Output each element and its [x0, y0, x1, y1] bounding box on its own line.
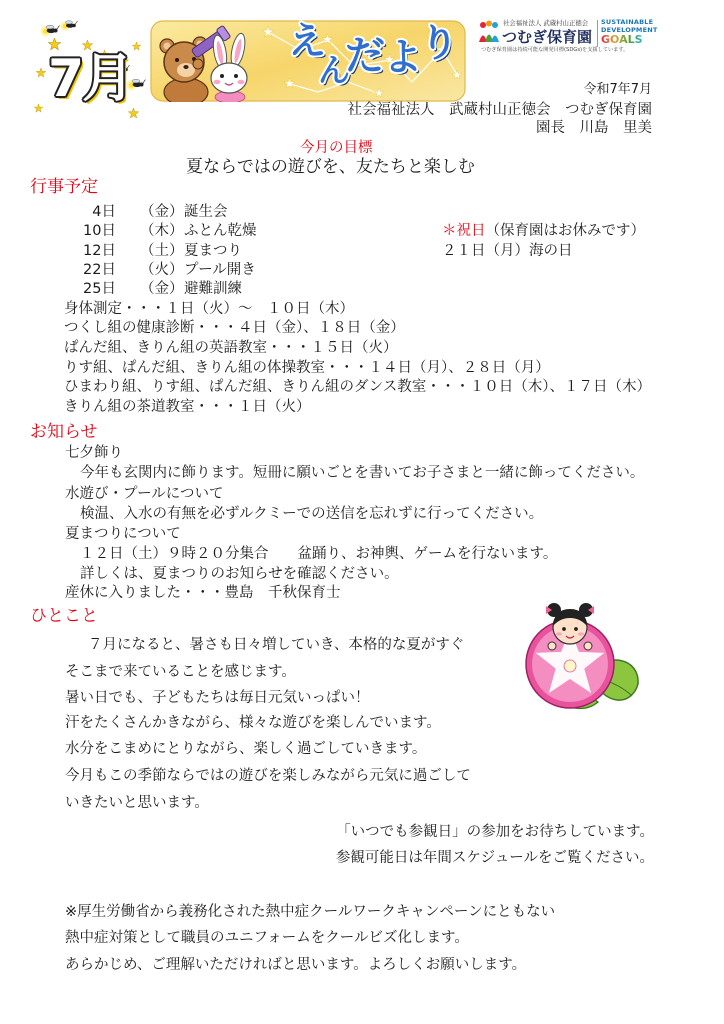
event-row: [64, 262, 324, 280]
goal-text: 夏ならではの遊びを、友たちと楽しむ: [186, 157, 475, 177]
notice-text: 今年も玄関内に飾ります。短冊に願いごとを書いてお子さまと一緒に飾ってください。: [80, 465, 645, 481]
hitokoto-heading: ひとこと: [30, 606, 98, 626]
visit-line: 「いつでも参観日」の参加をお待ちしています。: [336, 824, 654, 840]
holiday-item: ２１日（月）海の日: [442, 243, 573, 259]
star-icon: [34, 104, 43, 112]
organization-name: 社会福祉法人 武蔵村山正徳会 つむぎ保育園: [347, 102, 652, 118]
banner-title-char: え: [288, 19, 327, 63]
notice-text: 詳しくは、夏まつりのお知らせを確認ください。: [80, 566, 399, 582]
event-day: 10日: [83, 223, 116, 239]
hitokoto-line: 水分をこまめにとりながら、楽しく過ごしていきます。: [65, 741, 427, 757]
footer-note-line: ※厚生労働省から義務化された熱中症クールワークキャンペーンにともない: [65, 904, 556, 920]
hitokoto-line: ７月になると、暑さも日々増していき、本格的な夏がすぐ: [88, 637, 465, 653]
notice-title: 七夕飾り: [65, 445, 123, 461]
schedule-line: きりん組の茶道教室・・・１日（火）: [64, 399, 311, 415]
event-weekday: （木）: [140, 223, 184, 239]
event-row: [64, 281, 324, 299]
event-day: 12日: [83, 243, 116, 259]
goal-label: 今月の目標: [300, 140, 373, 156]
event-day: 22日: [83, 262, 116, 278]
event-day: 4日: [92, 204, 116, 220]
notices-heading: お知らせ: [30, 422, 98, 442]
banner-title: [288, 20, 460, 102]
sdgs-note: つむぎ保育園は持続可能な開発目標(SDGs)を支援しています。: [481, 47, 629, 53]
schedule-line: ひまわり組、りす組、ぱんだ組、きりん組のダンス教室・・・１０日（木）、１７日（木）: [64, 379, 651, 395]
event-row: [64, 204, 324, 222]
footer-note-line: あらかじめ、ご理解いただければと思います。よろしくお願いします。: [65, 957, 527, 973]
logo-divider: [597, 20, 598, 47]
sdgs-word: DEVELOPMENT: [601, 25, 658, 34]
hitokoto-line: 汗をたくさんかきながら、様々な遊びを楽しんでいます。: [65, 715, 441, 731]
star-icon: [36, 68, 46, 77]
hitokoto-line: いきたいと思います。: [65, 795, 209, 811]
sdgs-logo: [601, 19, 658, 46]
sdgs-word: GOALS: [601, 34, 658, 46]
event-name: 夏まつり: [184, 243, 242, 259]
logo-organization: 社会福祉法人 武蔵村山正徳会: [503, 19, 589, 27]
notice-text: １２日（土）９時２０分集合 盆踊り、お神輿、ゲームを行ないます。: [80, 546, 558, 562]
schedule-line: つくし組の健康診断・・・４日（金）、１８日（金）: [64, 320, 405, 336]
nursery-logo-icon: [478, 20, 500, 44]
hitokoto-line: 暑い日でも、子どもたちは毎日元気いっぱい！: [65, 690, 370, 706]
notice-maternity-leave: 産休に入りました・・・豊島 千秋保育士: [65, 585, 341, 601]
star-icon: [132, 42, 141, 50]
notice-title: 夏まつりについて: [65, 526, 181, 542]
firefly-icon: [60, 21, 77, 31]
schedule-line: りす組、ぱんだ組、きりん組の体操教室・・・１４日（月）、２８日（月）: [64, 360, 550, 376]
morning-glory-girl-illustration: [512, 596, 642, 716]
star-icon: [48, 38, 60, 50]
firefly-icon: [40, 25, 59, 36]
logo-nursery-name: つむぎ保育園: [502, 28, 593, 46]
month-badge: 7月: [48, 49, 133, 109]
schedule-line: 身体測定・・・１日（火）～ １０日（木）: [64, 301, 354, 317]
banner-title-char: ん: [318, 51, 351, 89]
event-day: 25日: [83, 281, 116, 297]
event-row: [64, 243, 324, 261]
banner-title-char: よ: [384, 35, 423, 79]
issue-date: 令和7年7月: [583, 82, 652, 97]
event-weekday: （金）: [140, 204, 184, 220]
notice-title: 水遊び・プールについて: [65, 486, 224, 502]
event-weekday: （火）: [140, 262, 184, 278]
event-name: プール開き: [184, 262, 256, 278]
schedule-line: ぱんだ組、きりん組の英語教室・・・１５日（火）: [64, 340, 398, 356]
holiday-header: [442, 223, 645, 240]
sdgs-word: SUSTAINABLE: [601, 18, 654, 26]
event-row: [64, 223, 324, 241]
event-name: 避難訓練: [184, 281, 242, 297]
event-weekday: （土）: [140, 243, 184, 259]
principal-name: 園長 川島 里美: [536, 120, 652, 136]
event-name: 誕生会: [184, 204, 228, 220]
hitokoto-line: そこまで来ていることを感じます。: [65, 664, 296, 680]
footer-note-line: 熱中症対策として職員のユニフォームをクールビズ化します。: [65, 930, 469, 946]
events-heading: 行事予定: [30, 177, 98, 197]
banner-title-char: だ: [345, 33, 385, 79]
event-name: ふとん乾燥: [184, 223, 257, 239]
holiday-note: （保育園はお休みです）: [485, 223, 645, 239]
holiday-label: ＊祝日: [442, 223, 486, 239]
hitokoto-line: 今月もこの季節ならではの遊びを楽しみながら元気に過ごして: [65, 768, 471, 784]
notice-text: 検温、入水の有無を必ずルクミーでの送信を忘れずに行ってください。: [80, 506, 544, 522]
banner-title-char: り: [420, 21, 459, 65]
event-weekday: （金）: [140, 281, 184, 297]
visit-line: 参観可能日は年間スケジュールをご覧ください。: [335, 850, 654, 866]
